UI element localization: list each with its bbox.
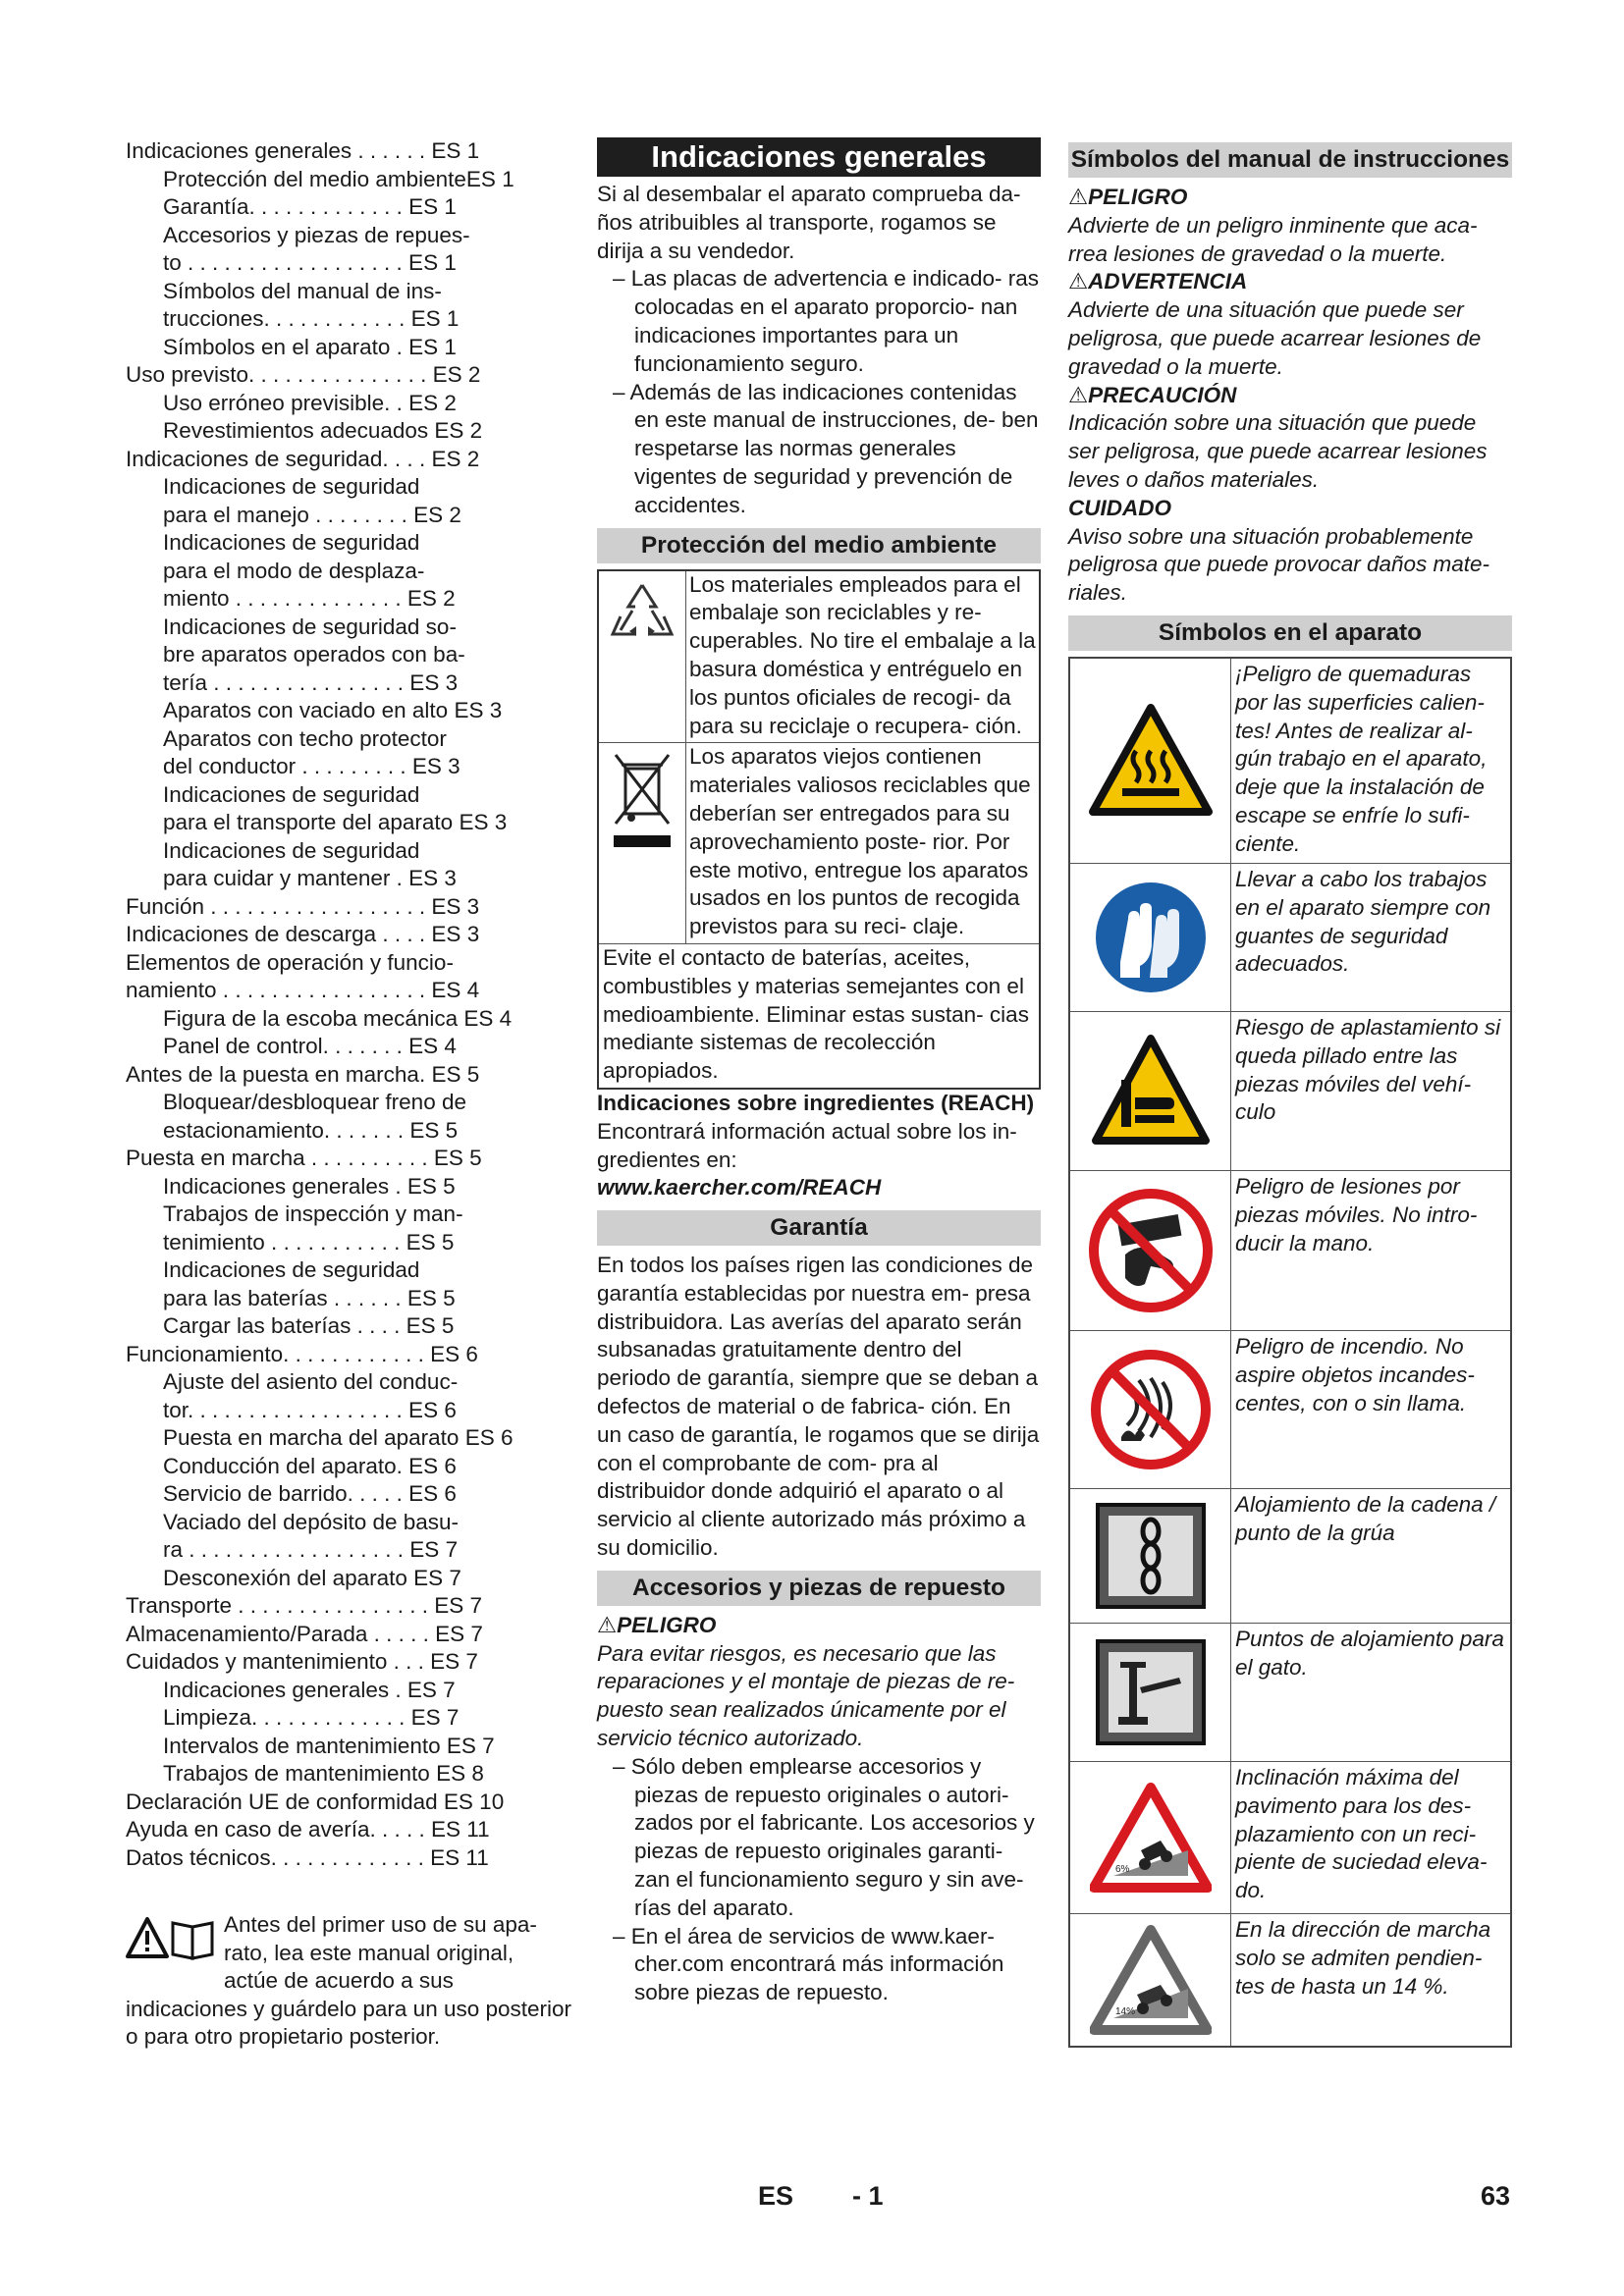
warning-triangle-icon: ⚠ xyxy=(597,1612,618,1637)
toc-entry[interactable]: Indicaciones generales . ES 7 xyxy=(163,1677,456,1702)
warranty-text: En todos los países rigen las condiciones de garantía establecidas por nuestra em- presa distribuidora. Las averías del aparato serán subsanadas gratuitamente dentro del periodo de garantía, siempre que se deban a defectos de material o de fabrica- ción. En un caso de garantía, le rogamos que se dirija con el comprobante de com- pra al distribuidor donde adquirió el aparato o al servicio al cliente autorizado más próximo a su domicilio. xyxy=(597,1253,1040,1561)
environment-table xyxy=(597,569,1041,1090)
footer-section-page: - 1 xyxy=(852,2181,884,2211)
max-slope-warning-icon xyxy=(1070,1762,1231,1913)
general-heading: Indicaciones generales xyxy=(597,137,1041,177)
symbol-row xyxy=(1070,1624,1510,1762)
max-gradient-14-icon xyxy=(1070,1914,1231,2046)
toc-entry[interactable]: Indicaciones de seguridad xyxy=(163,530,420,555)
manual-symbol-text: Advierte de un peligro inminente que aca- rrea lesiones de gravedad o la muerte. xyxy=(1068,212,1478,266)
environment-row-recycle xyxy=(599,571,1039,744)
jack-point-icon xyxy=(1070,1624,1231,1761)
environment-weee-text: Los aparatos viejos contienen materiales valiosos reciclables que deberían ser entregados para su aprovechamiento poste- rior. Por este motivo, entregue los aparatos usados en los puntos de recogida previstos para su reci- claje. xyxy=(689,744,1031,939)
manual-symbol-label: CUIDADO xyxy=(1068,495,1171,520)
toc-entry[interactable]: Puesta en marcha . . . . . . . . . . ES 5 xyxy=(126,1146,482,1170)
toc-entry[interactable]: Indicaciones de seguridad xyxy=(163,474,420,499)
toc-entry[interactable]: Indicaciones de descarga . . . . ES 3 xyxy=(126,922,480,946)
manual-symbols-heading: Símbolos del manual de instrucciones xyxy=(1068,142,1512,178)
warning-triangle-icon: ⚠ xyxy=(1068,269,1089,294)
symbol-text: Riesgo de aplastamiento si queda pillado entre las piezas móviles del vehí- culo xyxy=(1235,1014,1501,1125)
symbol-text: Llevar a cabo los trabajos en el aparato siempre con guantes de seguridad adecuados. xyxy=(1235,866,1491,977)
toc-entry[interactable]: para el modo de desplaza- xyxy=(163,558,425,583)
symbol-text: Inclinación máxima del pavimento para los des- plazamiento con un reci- piente de suciedad eleva- do. xyxy=(1235,1764,1488,1903)
toc-entry[interactable]: Garantía. . . . . . . . . . . . . ES 1 xyxy=(163,194,457,219)
crushing-hazard-icon xyxy=(1070,1012,1231,1170)
middle-column xyxy=(597,137,1041,2007)
toc-entry[interactable]: Trabajos de inspección y man- xyxy=(163,1201,463,1226)
toc-entry[interactable]: tor. . . . . . . . . . . . . . . . . . ES 6 xyxy=(163,1397,457,1422)
toc-entry[interactable]: Trabajos de mantenimiento ES 8 xyxy=(163,1761,484,1786)
manual-symbol-text: Advierte de una situación que puede ser peligrosa, que puede acarrear lesiones de gravedad o la muerte. xyxy=(1068,297,1482,379)
toc-entry[interactable]: estacionamiento. . . . . . . ES 5 xyxy=(163,1117,459,1143)
toc-entry[interactable]: Servicio de barrido. . . . . ES 6 xyxy=(163,1481,457,1506)
device-symbols-table xyxy=(1068,657,1512,2048)
table-of-contents xyxy=(126,137,572,2052)
toc-entry[interactable]: trucciones. . . . . . . . . . . . ES 1 xyxy=(163,306,460,331)
toc-entry[interactable]: Funcionamiento. . . . . . . . . . . . ES 6 xyxy=(126,1341,478,1366)
symbol-text: ¡Peligro de quemaduras por las superficies calien- tes! Antes de realizar al- gún trabajo en el aparato, deje que la instalación de escape se enfríe lo sufi- ciente. xyxy=(1235,661,1488,856)
manual-symbol-text: Aviso sobre una situación probablemente peligrosa que puede provocar daños mate- riales. xyxy=(1068,523,1490,606)
environment-heading: Protección del medio ambiente xyxy=(597,528,1041,563)
symbol-row xyxy=(1070,1012,1510,1171)
chain-crane-point-icon xyxy=(1070,1489,1231,1623)
toc-entry[interactable]: Vaciado del depósito de basu- xyxy=(163,1509,460,1534)
toc-entry[interactable]: para el manejo . . . . . . . . ES 2 xyxy=(163,502,461,527)
toc-entry[interactable]: Símbolos del manual de ins- xyxy=(163,278,442,303)
symbol-text: Peligro de lesiones por piezas móviles. No intro- ducir la mano. xyxy=(1235,1173,1478,1255)
reach-link[interactable]: www.kaercher.com/REACH xyxy=(597,1175,882,1201)
right-column xyxy=(1068,137,1512,2048)
toc-entry[interactable]: Antes de la puesta en marcha. ES 5 xyxy=(126,1061,480,1087)
toc-entry[interactable]: Símbolos en el aparato . ES 1 xyxy=(163,334,457,359)
toc-entry[interactable]: Elementos de operación y funcio- xyxy=(126,949,454,975)
toc-entry[interactable]: Indicaciones de seguridad so- xyxy=(163,614,457,639)
symbol-text: Alojamiento de la cadena / punto de la grúa xyxy=(1235,1491,1496,1545)
manual-symbols-list xyxy=(1068,184,1512,608)
symbol-row xyxy=(1070,864,1510,1012)
environment-row-weee xyxy=(599,743,1039,944)
manual-symbol-label: ⚠PELIGRO xyxy=(1068,184,1512,212)
warning-manual-icon xyxy=(126,1915,216,1968)
hot-surface-warning-icon xyxy=(1070,659,1231,863)
recycling-icon xyxy=(599,571,686,743)
toc-entry[interactable]: Conducción del aparato. ES 6 xyxy=(163,1453,457,1478)
toc-entry[interactable]: Indicaciones generales . ES 5 xyxy=(163,1173,456,1199)
toc-entry[interactable]: Indicaciones de seguridad xyxy=(163,1257,420,1282)
footer-page-number: 63 xyxy=(1481,2181,1511,2211)
toc-entry[interactable]: tenimiento . . . . . . . . . . . ES 5 xyxy=(163,1229,455,1255)
toc-entry[interactable]: Accesorios y piezas de repues- xyxy=(163,222,470,247)
warning-triangle-icon: ⚠ xyxy=(1068,185,1089,209)
toc-entry[interactable]: to . . . . . . . . . . . . . . . . . . ES 1 xyxy=(163,250,457,275)
toc-entry[interactable]: Transporte . . . . . . . . . . . . . . . . ES 7 xyxy=(126,1593,483,1618)
svg-text:6%: 6% xyxy=(1114,1863,1129,1875)
toc-entry[interactable]: del conductor . . . . . . . . . ES 3 xyxy=(163,754,460,778)
manual-symbol-text: Indicación sobre una situación que puede ser peligrosa, que puede acarrear lesiones leves o daños materiales. xyxy=(1068,410,1488,492)
toc-entry[interactable]: miento . . . . . . . . . . . . . . ES 2 xyxy=(163,586,456,611)
toc-entry[interactable]: Uso erróneo previsible. . ES 2 xyxy=(163,390,457,415)
toc-entry[interactable]: Desconexión del aparato ES 7 xyxy=(163,1565,461,1590)
toc-entry[interactable]: Cargar las baterías . . . . ES 5 xyxy=(163,1313,455,1338)
accessories-danger-text: Para evitar riesgos, es necesario que las reparaciones y el montaje de piezas de re- puesto sean realizados únicamente por el servicio técnico autorizado. xyxy=(597,1640,1015,1751)
toc-entry[interactable]: Función . . . . . . . . . . . . . . . . . . ES 3 xyxy=(126,893,480,919)
safety-gloves-icon xyxy=(1070,864,1231,1011)
symbol-row xyxy=(1070,1914,1510,2046)
toc-entry[interactable]: Almacenamiento/Parada . . . . . ES 7 xyxy=(126,1621,483,1646)
toc-entry[interactable]: Bloquear/desbloquear freno de xyxy=(163,1090,466,1114)
no-hand-reach-icon xyxy=(1070,1171,1231,1330)
general-intro: Si al desembalar el aparato comprueba da- ños atribuibles al transporte, rogamos se dirija a su vendedor. xyxy=(597,182,1021,263)
warning-triangle-icon: ⚠ xyxy=(1068,382,1089,407)
toc-entry[interactable]: tería . . . . . . . . . . . . . . . . ES 3 xyxy=(163,669,459,695)
toc-entry[interactable]: Cuidados y mantenimiento . . . ES 7 xyxy=(126,1649,478,1674)
toc-entry[interactable]: para las baterías . . . . . . ES 5 xyxy=(163,1285,456,1310)
environment-recycle-text: Los materiales empleados para el embalaje son reciclables y re- cuperables. No tire el embalaje a la basura doméstica y entréguelo en los puntos oficiales de recogi- da para su reciclaje o recupera- ción. xyxy=(689,571,1036,738)
general-bullet-1: – Las placas de advertencia e indicado- ras colocadas en el aparato proporcio- nan indicaciones importantes para un funcionamiento seguro. xyxy=(613,266,1040,376)
preface-note: Antes del primer uso de su apa- rato, lea este manual original, actúe de acuerdo a sus indicaciones y guárdelo para un uso posterior o para otro propietario posterior. xyxy=(126,1912,572,2049)
toc-entry[interactable]: Aparatos con vaciado en alto ES 3 xyxy=(163,698,503,722)
toc-entry[interactable]: ra . . . . . . . . . . . . . . . . . . ES 7 xyxy=(163,1537,459,1562)
general-bullet-2: – Además de las indicaciones contenidas en este manual de instrucciones, de- ben respetarse las normas generales vigentes de seguridad y prevención de accidentes. xyxy=(613,379,1039,517)
accessories-heading: Accesorios y piezas de repuesto xyxy=(597,1571,1041,1606)
symbol-text: Puntos de alojamiento para el gato. xyxy=(1235,1626,1504,1680)
no-burning-material-icon xyxy=(1070,1331,1231,1488)
toc-entry[interactable]: Indicaciones de seguridad xyxy=(163,837,420,863)
symbol-row xyxy=(1070,1331,1510,1489)
accessories-bullet-1: – Sólo deben emplearse accesorios y piezas de repuesto originales o autori- zados por el fabricante. Los accesorios y piezas de repuesto originales garanti- zan el funcionamiento seguro y sin ave- rías del aparato. xyxy=(613,1753,1035,1920)
symbol-row xyxy=(1070,659,1510,864)
footer-language: ES xyxy=(758,2181,794,2211)
toc-entry[interactable]: Aparatos con techo protector xyxy=(163,725,447,751)
toc-entry[interactable]: Ayuda en caso de avería. . . . . ES 11 xyxy=(126,1817,490,1842)
accessories-danger-label: ⚠PELIGRO xyxy=(597,1612,1041,1640)
manual-symbol-label: ⚠PRECAUCIÓN xyxy=(1068,382,1512,410)
toc-entry[interactable]: para cuidar y mantener . ES 3 xyxy=(163,866,457,890)
symbol-text: En la dirección de marcha solo se admiten pendien- tes de hasta un 14 %. xyxy=(1235,1916,1491,1999)
svg-text:14%: 14% xyxy=(1114,2005,1135,2017)
accessories-bullet-2: – En el área de servicios de www.kaer- cher.com encontrará más información sobre piezas de repuesto. xyxy=(613,1923,1004,2005)
toc-entry[interactable]: Declaración UE de conformidad ES 10 xyxy=(126,1789,505,1814)
toc-entry[interactable]: Limpieza. . . . . . . . . . . . . ES 7 xyxy=(163,1705,460,1730)
symbol-row xyxy=(1070,1762,1510,1914)
toc-entry[interactable]: para el transporte del aparato ES 3 xyxy=(163,810,508,834)
reach-text: Encontrará información actual sobre los in- gredientes en: xyxy=(597,1118,1017,1172)
toc-entry[interactable]: Uso previsto. . . . . . . . . . . . . . . ES 2 xyxy=(126,362,481,387)
toc-entry[interactable]: Revestimientos adecuados ES 2 xyxy=(163,418,483,443)
toc-entry[interactable]: Indicaciones de seguridad xyxy=(163,781,420,807)
symbol-text: Peligro de incendio. No aspire objetos incandes- centes, con o sin llama. xyxy=(1235,1333,1475,1415)
toc-entry[interactable]: Puesta en marcha del aparato ES 6 xyxy=(163,1425,514,1450)
toc-entry[interactable]: namiento . . . . . . . . . . . . . . . . . ES 4 xyxy=(126,978,480,1002)
toc-entry[interactable]: Datos técnicos. . . . . . . . . . . . . ES 11 xyxy=(126,1844,489,1870)
toc-entry[interactable]: Indicaciones de seguridad. . . . ES 2 xyxy=(126,446,480,471)
reach-heading: Indicaciones sobre ingredientes (REACH) xyxy=(597,1090,1035,1115)
toc-entry[interactable]: bre aparatos operados con ba- xyxy=(163,642,465,667)
device-symbols-heading: Símbolos en el aparato xyxy=(1068,615,1512,651)
environment-batteries-note: Evite el contacto de baterías, aceites, combustibles y materias semejantes con el medioambiente. Eliminar estas sustan- cias mediante sistemas de recolección apropiados. xyxy=(603,944,1029,1084)
toc-entry[interactable]: Panel de control. . . . . . . ES 4 xyxy=(163,1034,457,1058)
toc-entry[interactable]: Figura de la escoba mecánica ES 4 xyxy=(163,1005,513,1031)
symbol-row xyxy=(1070,1489,1510,1624)
toc-entry[interactable]: Intervalos de mantenimiento ES 7 xyxy=(163,1733,495,1758)
toc-entry[interactable]: Protección del medio ambienteES 1 xyxy=(163,166,514,191)
symbol-row xyxy=(1070,1171,1510,1331)
crossed-bin-icon xyxy=(599,743,686,943)
manual-symbol-label: ⚠ADVERTENCIA xyxy=(1068,268,1512,296)
toc-entry[interactable]: Ajuste del asiento del conduc- xyxy=(163,1369,459,1394)
toc-entry[interactable]: Indicaciones generales . . . . . . ES 1 xyxy=(126,138,480,163)
warranty-heading: Garantía xyxy=(597,1210,1041,1246)
